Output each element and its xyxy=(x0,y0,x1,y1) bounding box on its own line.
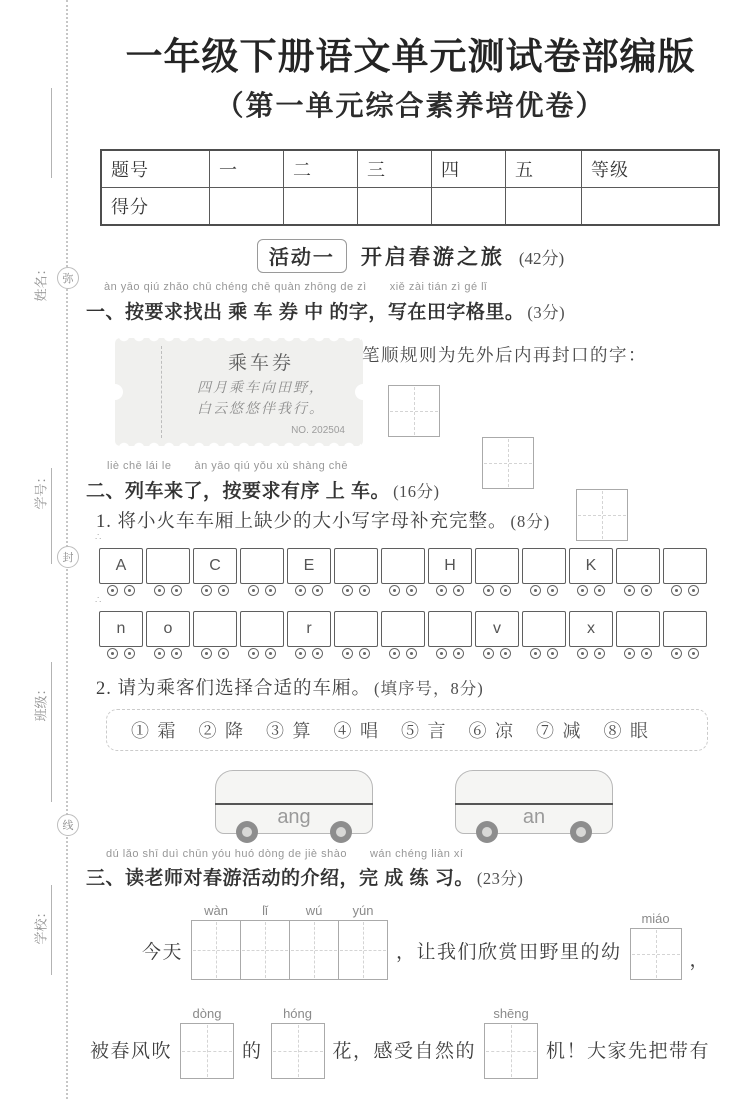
train-car-letter: r xyxy=(287,611,331,647)
ticket-notch-right xyxy=(355,384,371,400)
school-label xyxy=(31,745,50,945)
pinyin-grid-miao: miáo xyxy=(630,911,682,980)
train-car xyxy=(381,611,425,659)
wheel-icon xyxy=(107,648,118,659)
bus-body-line xyxy=(455,803,613,805)
train-car-letter: n xyxy=(99,611,143,647)
answer-grid-sheng xyxy=(484,1023,538,1079)
answer-grid-cell xyxy=(338,920,388,980)
wheel-icon xyxy=(530,648,541,659)
wheel-icon xyxy=(218,585,229,596)
wheel-icon xyxy=(312,585,323,596)
numbered-character-option: ① 霜 xyxy=(131,721,178,741)
student-id-label-text: 学号： xyxy=(33,470,49,510)
wheel-icon xyxy=(154,648,165,659)
bus-ticket-image xyxy=(115,338,363,446)
score-table-score-cell xyxy=(432,188,506,224)
wheel-icon xyxy=(500,648,511,659)
train-row-lowercase xyxy=(99,611,707,659)
train-car xyxy=(287,611,331,659)
q2-sub1-text: 1. 将小火车车厢上缺少的大小写字母补充完整。 (8分) xyxy=(96,512,551,532)
train-car-wheels xyxy=(616,585,660,596)
train-car xyxy=(334,548,378,596)
answer-grid-cell xyxy=(289,920,339,980)
numbered-character-option: ⑥ 凉 xyxy=(468,721,515,741)
q3-text: 三、读老师对春游活动的介绍，完 成 练 习。 (23分) xyxy=(86,868,524,889)
score-table-header-cell: 题号 xyxy=(102,151,210,188)
wheel-icon xyxy=(312,648,323,659)
pinyin-label: wú xyxy=(305,903,323,918)
wheel-icon xyxy=(359,585,370,596)
answer-grid-cell xyxy=(240,920,290,980)
school-label-text: 学校： xyxy=(33,905,49,945)
train-car xyxy=(287,548,331,596)
class-label-text: 班级： xyxy=(33,682,49,722)
train-car-wheels xyxy=(475,648,519,659)
wheel-icon xyxy=(483,648,494,659)
line1-middle: ，让我们欣赏田野里的幼 xyxy=(396,942,622,963)
seal-char-xian: 线 xyxy=(57,814,79,836)
train-car-wheels xyxy=(99,585,143,596)
numbered-character-option: ⑦ 减 xyxy=(536,721,583,741)
train-car-letter xyxy=(146,548,190,584)
train-car-wheels xyxy=(475,585,519,596)
numbered-character-option: ③ 算 xyxy=(266,721,313,741)
wheel-icon xyxy=(547,648,558,659)
train-car-wheels xyxy=(381,585,425,596)
train-car xyxy=(240,611,284,659)
score-table-score-cell: 得分 xyxy=(102,188,210,224)
answer-grid-miao xyxy=(630,928,682,980)
score-table-header-cell: 五 xyxy=(506,151,582,188)
wheel-icon xyxy=(265,585,276,596)
train-car-wheels xyxy=(616,648,660,659)
wheel-icon xyxy=(389,648,400,659)
answer-grid-dong xyxy=(180,1023,234,1079)
class-blank-line xyxy=(51,662,52,802)
q1-points: (3分) xyxy=(527,303,566,322)
wheel-icon xyxy=(671,648,682,659)
train-car-wheels xyxy=(334,585,378,596)
wheel-icon xyxy=(248,648,259,659)
wheel-icon xyxy=(248,585,259,596)
wheel-icon xyxy=(107,585,118,596)
seal-char-feng: 封 xyxy=(57,546,79,568)
wheel-icon xyxy=(641,585,652,596)
wheel-icon xyxy=(342,648,353,659)
train-car-wheels xyxy=(240,585,284,596)
train-car xyxy=(334,611,378,659)
wheel-icon xyxy=(500,585,511,596)
wheel-icon xyxy=(171,585,182,596)
wheel-icon xyxy=(342,585,353,596)
q2-points: (16分) xyxy=(393,482,440,501)
wheel-icon xyxy=(201,585,212,596)
pinyin-grid-column xyxy=(289,903,339,980)
wheel-icon xyxy=(577,648,588,659)
train-car xyxy=(99,548,143,596)
train-steam-decoration: ∴ xyxy=(95,595,103,606)
wheel-icon xyxy=(265,648,276,659)
line2-part1: 被春风吹 xyxy=(90,1041,173,1062)
train-car-letter xyxy=(522,611,566,647)
train-car xyxy=(381,548,425,596)
wheel-icon xyxy=(453,585,464,596)
line2-part3: 花，感受自然的 xyxy=(332,1041,477,1062)
train-car-wheels xyxy=(99,648,143,659)
train-car xyxy=(428,611,472,659)
wheel-icon xyxy=(594,648,605,659)
train-car-letter: E xyxy=(287,548,331,584)
pinyin-grid-column xyxy=(240,903,290,980)
name-label-text: 姓名： xyxy=(33,262,49,302)
score-table-score-cell xyxy=(582,188,718,224)
wheel-icon xyxy=(688,585,699,596)
ticket-stub-separator xyxy=(161,346,162,438)
q1-pinyin: àn yāo qiú zhǎo chū chéng chē quàn zhōng de zì xiě zài tián zì gé lǐ xyxy=(104,281,488,293)
score-table-header-cell: 等级 xyxy=(582,151,718,188)
q3-pinyin: dú lǎo shī duì chūn yóu huó dòng de jiè shào wán chéng liàn xí xyxy=(106,848,464,860)
wheel-icon xyxy=(389,585,400,596)
train-car-letter: o xyxy=(146,611,190,647)
ticket-title: 乘车券 xyxy=(227,353,294,374)
ticket-poem: 四月乘车向田野， 白云悠悠伴我行。 xyxy=(197,381,325,417)
train-car-wheels xyxy=(522,648,566,659)
train-car-wheels xyxy=(522,585,566,596)
train-car-wheels xyxy=(381,648,425,659)
train-car-wheels xyxy=(334,648,378,659)
bus-wheel xyxy=(476,821,498,843)
train-car-letter xyxy=(193,611,237,647)
activity-badge: 活动一 xyxy=(257,239,347,273)
wheel-icon xyxy=(671,585,682,596)
train-car-wheels xyxy=(569,648,613,659)
line2-part2: 的 xyxy=(242,1041,263,1062)
train-car-letter xyxy=(522,548,566,584)
q2-sub1-points: (8分) xyxy=(510,512,551,531)
wheel-icon xyxy=(483,585,494,596)
train-steam-decoration: ∴ xyxy=(95,532,103,543)
name-label xyxy=(31,102,50,302)
train-car xyxy=(569,611,613,659)
answer-grid-3 xyxy=(576,489,628,541)
q1-text: 一、按要求找出 乘 车 券 中 的字，写在田字格里。 (3分) xyxy=(86,302,566,323)
bus-ang xyxy=(215,770,373,834)
wheel-icon xyxy=(688,648,699,659)
q3-fill-line-2 xyxy=(90,1006,710,1079)
train-row-uppercase xyxy=(99,548,707,596)
numbered-character-option: ⑧ 眼 xyxy=(603,721,650,741)
train-car-letter: x xyxy=(569,611,613,647)
pinyin-label: lǐ xyxy=(262,903,268,918)
train-car-letter: K xyxy=(569,548,613,584)
q3-points: (23分) xyxy=(476,869,524,888)
train-car-wheels xyxy=(287,585,331,596)
q2-sub2-points: (填序号，8分) xyxy=(374,679,484,698)
train-car xyxy=(616,611,660,659)
score-table-score-cell xyxy=(358,188,432,224)
bus-label-ang: ang xyxy=(277,806,311,828)
page-title: 一年级下册语文单元测试卷部编版 xyxy=(125,37,696,78)
pinyin-grid-sheng: shēng xyxy=(484,1006,538,1079)
school-blank-line xyxy=(51,885,52,975)
numbered-character-option: ② 降 xyxy=(198,721,245,741)
score-table-header-cell: 一 xyxy=(210,151,284,188)
train-car-letter xyxy=(334,548,378,584)
train-car-wheels xyxy=(428,585,472,596)
wheel-icon xyxy=(641,648,652,659)
score-table-header-cell: 四 xyxy=(432,151,506,188)
wheel-icon xyxy=(171,648,182,659)
ticket-scallop-bottom xyxy=(117,439,361,446)
bus-wheel xyxy=(330,821,352,843)
train-car xyxy=(99,611,143,659)
answer-grid-1 xyxy=(388,385,440,437)
train-car xyxy=(193,548,237,596)
student-id-blank-line xyxy=(51,468,52,564)
name-blank-line xyxy=(51,88,52,178)
line1-prefix: 今天 xyxy=(142,942,184,963)
train-car-wheels xyxy=(240,648,284,659)
seal-char-mi: 弥 xyxy=(57,267,79,289)
q1-stroke-order-hint: 笔顺规则为先外后内再封口的字： xyxy=(362,345,647,365)
wheel-icon xyxy=(624,648,635,659)
train-car-letter xyxy=(240,611,284,647)
train-car-letter xyxy=(663,548,707,584)
bus-label-an: an xyxy=(522,806,546,828)
class-label xyxy=(31,522,50,722)
train-car-letter xyxy=(616,611,660,647)
train-car-wheels xyxy=(146,648,190,659)
wheel-icon xyxy=(154,585,165,596)
answer-grid-cell xyxy=(191,920,241,980)
wheel-icon xyxy=(359,648,370,659)
page-subtitle: （第一单元综合素养培优卷） xyxy=(215,91,606,122)
score-table-score-cell xyxy=(284,188,358,224)
train-car-letter: C xyxy=(193,548,237,584)
pinyin-grid-strip xyxy=(191,903,388,980)
wheel-icon xyxy=(436,585,447,596)
wheel-icon xyxy=(406,648,417,659)
wheel-icon xyxy=(295,585,306,596)
wheel-icon xyxy=(124,648,135,659)
train-car-letter xyxy=(381,611,425,647)
score-table-header-cell: 二 xyxy=(284,151,358,188)
score-table xyxy=(100,149,720,226)
train-car xyxy=(616,548,660,596)
train-car-letter xyxy=(475,548,519,584)
train-car-letter: H xyxy=(428,548,472,584)
wheel-icon xyxy=(624,585,635,596)
q2-text: 二、列车来了，按要求有序 上 车。 (16分) xyxy=(86,481,440,502)
ticket-notch-left xyxy=(107,384,123,400)
bus-wheel xyxy=(236,821,258,843)
pinyin-label: yún xyxy=(352,903,374,918)
train-car xyxy=(522,548,566,596)
wheel-icon xyxy=(436,648,447,659)
line2-part4: 机！大家先把带有 xyxy=(546,1041,711,1062)
wheel-icon xyxy=(453,648,464,659)
train-car-letter: v xyxy=(475,611,519,647)
score-table-score-cell xyxy=(210,188,284,224)
train-car xyxy=(663,548,707,596)
train-car-wheels xyxy=(663,648,707,659)
pinyin-grid-column xyxy=(338,903,388,980)
train-car-letter: A xyxy=(99,548,143,584)
bus-body-line xyxy=(215,803,373,805)
train-car-wheels xyxy=(193,585,237,596)
numbered-character-option: ④ 唱 xyxy=(333,721,380,741)
character-options-box xyxy=(106,709,708,751)
wheel-icon xyxy=(124,585,135,596)
train-car-letter xyxy=(381,548,425,584)
wheel-icon xyxy=(201,648,212,659)
pinyin-grid-hong: hóng xyxy=(271,1006,325,1079)
wheel-icon xyxy=(406,585,417,596)
train-car xyxy=(475,611,519,659)
train-car xyxy=(428,548,472,596)
train-car-letter xyxy=(240,548,284,584)
train-car-letter xyxy=(616,548,660,584)
train-car-letter xyxy=(663,611,707,647)
train-car xyxy=(146,611,190,659)
activity-title: 开启春游之旅 xyxy=(360,246,505,269)
wheel-icon xyxy=(594,585,605,596)
bus-wheel xyxy=(570,821,592,843)
activity-points: (42分) xyxy=(518,248,565,268)
ticket-serial-number: NO. 202504 xyxy=(291,425,345,436)
q3-fill-line-1 xyxy=(142,903,710,980)
pinyin-label: wàn xyxy=(204,903,228,918)
wheel-icon xyxy=(547,585,558,596)
score-table-header-cell: 三 xyxy=(358,151,432,188)
pinyin-grid-column xyxy=(191,903,241,980)
train-car xyxy=(475,548,519,596)
train-car xyxy=(522,611,566,659)
train-car-wheels xyxy=(193,648,237,659)
answer-grid-hong xyxy=(271,1023,325,1079)
pinyin-grid-dong: dòng xyxy=(180,1006,234,1079)
train-car-wheels xyxy=(663,585,707,596)
train-car-letter xyxy=(428,611,472,647)
student-id-label xyxy=(31,310,50,510)
train-car-wheels xyxy=(146,585,190,596)
answer-grid-2 xyxy=(482,437,534,489)
train-car xyxy=(193,611,237,659)
activity-banner xyxy=(88,239,733,273)
train-car-wheels xyxy=(287,648,331,659)
train-car-wheels xyxy=(569,585,613,596)
score-table-score-cell xyxy=(506,188,582,224)
line1-suffix: ， xyxy=(689,950,711,971)
train-car xyxy=(146,548,190,596)
bus-an xyxy=(455,770,613,834)
wheel-icon xyxy=(530,585,541,596)
wheel-icon xyxy=(295,648,306,659)
train-car-letter xyxy=(334,611,378,647)
train-car-wheels xyxy=(428,648,472,659)
q2-pinyin: liè chē lái le àn yāo qiú yǒu xù shàng chē xyxy=(107,460,349,472)
wheel-icon xyxy=(218,648,229,659)
q2-sub2-text: 2. 请为乘客们选择合适的车厢。 (填序号，8分) xyxy=(96,679,484,699)
train-car xyxy=(240,548,284,596)
ticket-scallop-top xyxy=(117,338,361,345)
wheel-icon xyxy=(577,585,588,596)
numbered-character-option: ⑤ 言 xyxy=(401,721,448,741)
train-car xyxy=(663,611,707,659)
train-car xyxy=(569,548,613,596)
